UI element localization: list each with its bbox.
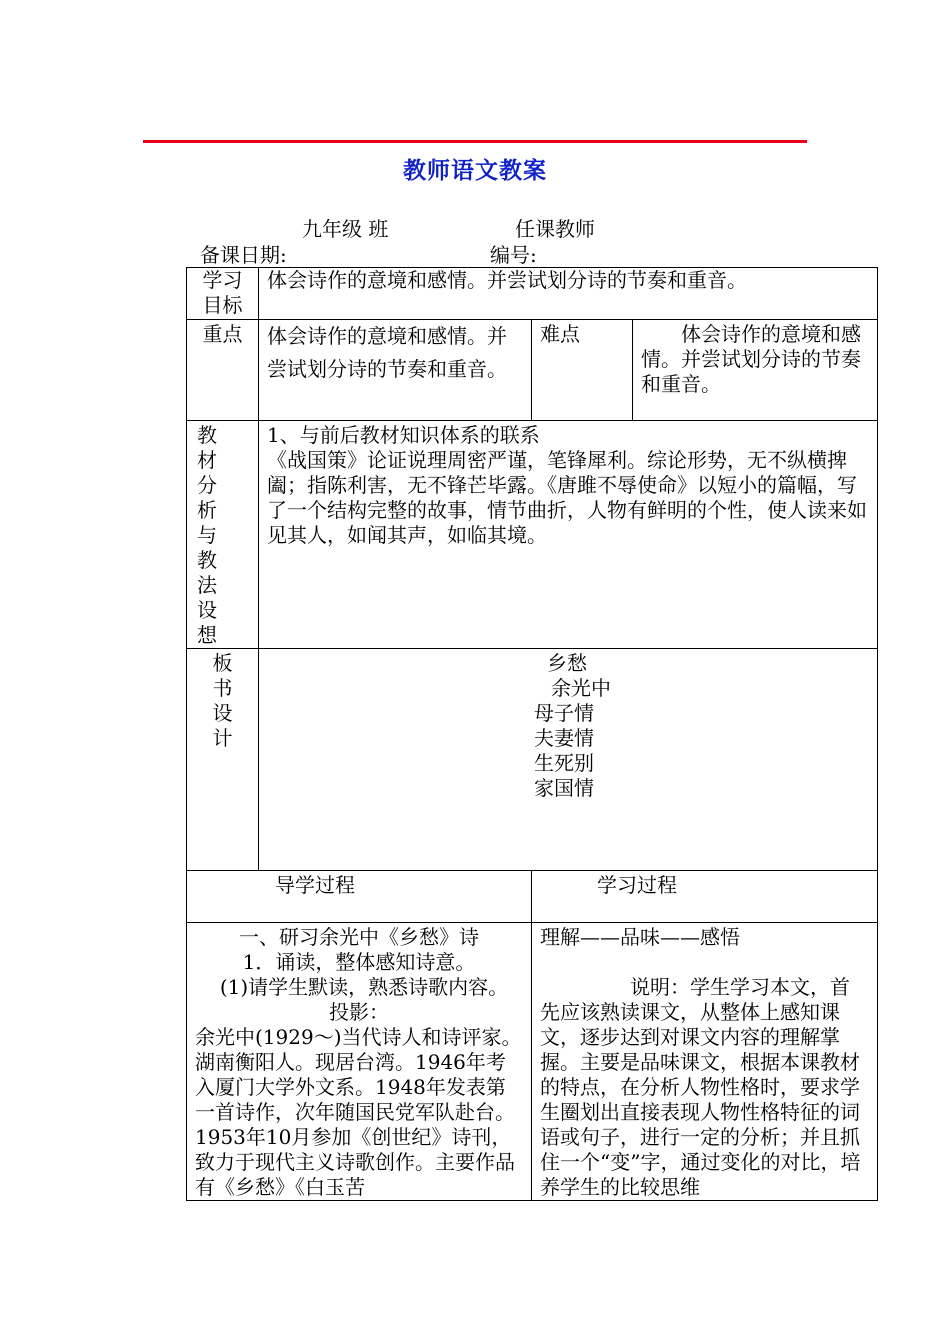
board-poem-title: 乡愁 <box>547 651 587 675</box>
study-text: 说明：学生学习本文，首先应该熟读课文，从整体上感知课文，逐步达到对课文内容的理解掌握。主要是品味课文，根据本课教材的特点，在分析人物性格时，要求学生圈划出直接表现人物性格特征的词语或句子，进行一定的分析；并且抓住一个“变”字，通过变化的对比，培养学生的比较思维 <box>540 975 861 1199</box>
analysis-label: 教 材 分 析 与 教 法 设 想 <box>187 421 259 649</box>
board-author: 余光中 <box>551 676 611 700</box>
teacher-label: 任课教师 <box>515 217 595 241</box>
page-title: 教师语文教案 <box>403 158 547 184</box>
analysis-content <box>259 421 878 649</box>
analysis-row <box>187 421 878 649</box>
guide-step1: 1．诵读，整体感知诗意。 <box>242 950 476 974</box>
process-content-row <box>187 923 878 1201</box>
guide-header: 导学过程 <box>187 871 532 923</box>
goals-row <box>187 268 878 320</box>
date-label: 备课日期: <box>200 243 287 267</box>
lesson-plan-table <box>186 267 878 1201</box>
grade-class: 九年级 班 <box>302 217 389 241</box>
header-red-rule <box>143 140 807 143</box>
difficult-label: 难点 <box>532 320 633 421</box>
study-content <box>532 923 878 1201</box>
number-label: 编号: <box>490 243 537 267</box>
board-line: 夫妻情 <box>534 726 594 750</box>
goals-text: 体会诗作的意境和感情。并尝试划分诗的节奏和重音。 <box>259 268 878 320</box>
board-label: 板 书 设 计 <box>187 649 259 871</box>
board-line: 家国情 <box>534 776 594 800</box>
analysis-text: 《战国策》论证说理周密严谨，笔锋犀利。综论形势，无不纵横捭阖；指陈利害，无不锋芒毕露。《唐雎不辱使命》以短小的篇幅，写了一个结构完整的故事，情节曲折，人物有鲜明的个性，使人读来如见其人，如闻其声，如临其境。 <box>267 448 867 547</box>
board-line: 母子情 <box>534 701 594 725</box>
guide-step2: (1)请学生默读，熟悉诗歌内容。 投影： <box>219 975 539 1024</box>
study-line: 理解——品味——感悟 <box>540 925 740 949</box>
guide-section: 一、研习余光中《乡愁》诗 <box>239 925 479 949</box>
key-label: 重点 <box>187 320 259 421</box>
difficult-text: 体会诗作的意境和感情。并尝试划分诗的节奏和重音。 <box>633 320 878 421</box>
key-points-row <box>187 320 878 421</box>
process-header-row <box>187 871 878 923</box>
board-line: 生死别 <box>534 751 594 775</box>
goals-label: 学习 目标 <box>187 268 259 320</box>
board-row <box>187 649 878 871</box>
guide-text: 余光中(1929～)当代诗人和诗评家。湖南衡阳人。现居台湾。1946年考入厦门大学外文系。1948年发表第一首诗作，次年随国民党军队赴台。1953年10月参加《创世纪》诗刊，致力于现代主义诗歌创作。主要作品有《乡愁》《白玉苦 <box>195 1025 522 1199</box>
key-text: 体会诗作的意境和感情。并尝试划分诗的节奏和重音。 <box>259 320 532 421</box>
study-header: 学习过程 <box>532 871 878 923</box>
analysis-heading: 1、与前后教材知识体系的联系 <box>267 423 540 447</box>
board-content <box>259 649 878 871</box>
guide-content <box>187 923 539 1201</box>
